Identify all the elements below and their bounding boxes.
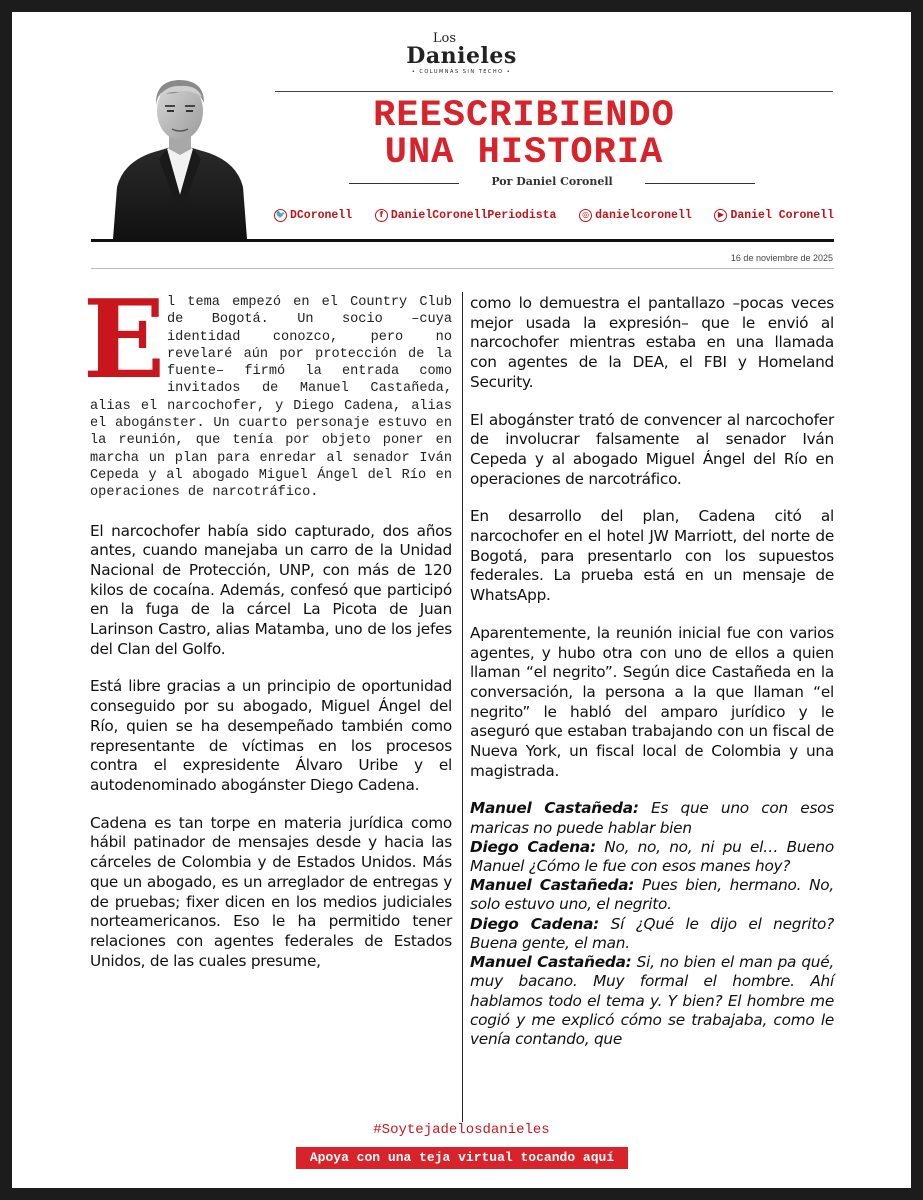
facebook-icon: f: [375, 209, 388, 222]
dialog-speaker: Diego Cadena:: [470, 914, 600, 933]
dialog-line: [470, 953, 834, 1049]
social-link-instagram[interactable]: [579, 209, 692, 222]
article-column-left: [82, 277, 452, 989]
article-paragraph: Está libre gracias a un principio de oportunidad conseguido por su abogado, Miguel Ángel del Río, quien se ha desempeñado también como representante de víctimas en los procesos contra el expresidente Álvaro Uribe y el autodenominado abogánster Diego Cadena.: [90, 677, 452, 794]
social-link-twitter[interactable]: [274, 209, 352, 222]
dialog-speaker: Manuel Castañeda:: [470, 876, 635, 895]
article-paragraph: como lo demuestra el pantallazo –pocas veces mejor usada la expresión– que le envió al narcochofer mientras estaba en una llamada con agentes de la DEA, el FBI y Homeland Security.: [470, 294, 834, 391]
dialog-line: [470, 876, 834, 914]
instagram-icon: ◎: [579, 209, 592, 222]
article-page: [12, 12, 911, 1188]
youtube-icon: ▶: [714, 209, 727, 222]
drop-cap: E: [82, 277, 166, 403]
article-paragraph: Aparentemente, la reunión inicial fue con varios agentes, y hubo otra con uno de ellos a quien llaman “el negrito”. Según dice Castañeda en la conversación, la persona a la que llaman “el negrito” le habló del amparo jurídico y le aseguró que estaban trabajando con un fiscal de Nueva York, un fiscal local de Colombia y una magistrada.: [470, 623, 834, 780]
column-divider: [462, 292, 463, 1122]
headline-line-2: UNA HISTORIA: [384, 132, 664, 174]
byline-rule-right: [645, 183, 755, 184]
logo-top-text: Los: [432, 31, 457, 46]
article-paragraph: El narcochofer había sido capturado, dos años antes, cuando manejaba un carro de la Unidad Nacional de Protección, UNP, con más de 120 kilos de cocaína. Además, confesó que participó en la fuga de la cárcel La Picota de Juan Larinson Castro, alias Matamba, uno de los jefes del Clan del Golfo.: [90, 521, 452, 658]
byline-block: [349, 175, 755, 191]
social-link-youtube[interactable]: [714, 209, 834, 222]
paragraph-text: l tema empezó en el Country Club de Bogotá. Un socio –cuya identidad conozco, pero no revelaré aún por protección de la fuente– firmó la entrada como invitados de Manuel Castañeda, alias el narcochofer, y Diego Cadena, alias el abogánster. Un cuarto personaje estuvo en la reunión, que tenía por objeto poner en marcha un plan para enredar al senador Iván Cepeda y al abogado Miguel Ángel del Río en operaciones de narcotráfico.: [90, 295, 452, 501]
dialog-speaker: Manuel Castañeda:: [470, 799, 639, 818]
conversation-transcript: [470, 799, 834, 1049]
twitter-icon: 🐦: [274, 209, 287, 222]
social-label-youtube: Daniel Coronell: [730, 208, 834, 222]
social-label-instagram: danielcoronell: [595, 208, 692, 222]
dialog-text: Si, no bien el man pa qué, muy bacano. Muy formal el hombre. Ahí hablamos todo el tema y. Y bien? El hombre me cogió y me explicó cómo se trabajaba, como le venía contando, que: [470, 953, 834, 1048]
header-divider-bottom: [91, 239, 834, 242]
social-label-twitter: DCoronell: [290, 208, 353, 222]
logo-main-text: Danieles: [406, 43, 517, 69]
header-divider-top: [275, 91, 833, 92]
headline-line-1: REESCRIBIENDO: [373, 95, 675, 137]
article-headline: [264, 95, 784, 174]
dialog-line: [470, 915, 834, 953]
logo-tagline: • COLUMNAS SIN TECHO •: [411, 69, 512, 75]
dialog-speaker: Manuel Castañeda:: [470, 953, 632, 972]
article-paragraph: Cadena es tan torpe en materia jurídica como hábil patinador de mensajes desde y hacia las cárceles de Colombia y de Estados Unidos. Más que un abogado, es un arreglador de entregas y de pruebas; fixer dicen en los medios judiciales norteamericanos. Eso le ha permitido tener relaciones con agentes federales de Estados Unidos, de las cuales presume,: [90, 813, 452, 970]
dialog-text: Es que uno con esos maricas no puede hablar bien: [470, 799, 834, 837]
article-paragraph: En desarrollo del plan, Cadena citó al narcochofer en el hotel JW Marriott, del norte de Bogotá, para presentarlo con los supuestos federales. La prueba está en un mensaje de WhatsApp.: [470, 507, 834, 605]
publish-date: 16 de noviembre de 2025: [730, 253, 833, 263]
byline: Por Daniel Coronell: [491, 175, 613, 188]
social-link-facebook[interactable]: [375, 209, 557, 222]
dialog-text: Sí ¿Qué le dijo el negrito? Buena gente, el man.: [470, 914, 834, 952]
article-paragraph: [82, 277, 452, 502]
dialog-line: [470, 799, 834, 837]
dialog-speaker: Diego Cadena:: [470, 837, 596, 856]
article-paragraph: El abogánster trató de convencer al narcochofer de involucrar falsamente al senador Iván Cepeda y al abogado Miguel Ángel del Río en operaciones de narcotráfico.: [470, 410, 834, 488]
dialog-line: [470, 838, 834, 876]
dialog-text: No, no, no, ni pu el… Bueno Manuel ¿Cómo le fue con esos manes hoy?: [470, 837, 834, 876]
social-label-facebook: DanielCoronellPeriodista: [390, 208, 557, 222]
article-column-right: [470, 294, 834, 1049]
dialog-text: Pues bien, hermano. No, solo estuvo uno, el negrito.: [470, 876, 834, 914]
hashtag-link[interactable]: #Soytejadelosdanieles: [373, 1122, 550, 1138]
support-button[interactable]: Apoya con una teja virtual tocando aquí: [296, 1147, 628, 1169]
author-portrait: [111, 67, 249, 239]
date-divider: [91, 268, 834, 269]
social-links: [274, 205, 834, 225]
